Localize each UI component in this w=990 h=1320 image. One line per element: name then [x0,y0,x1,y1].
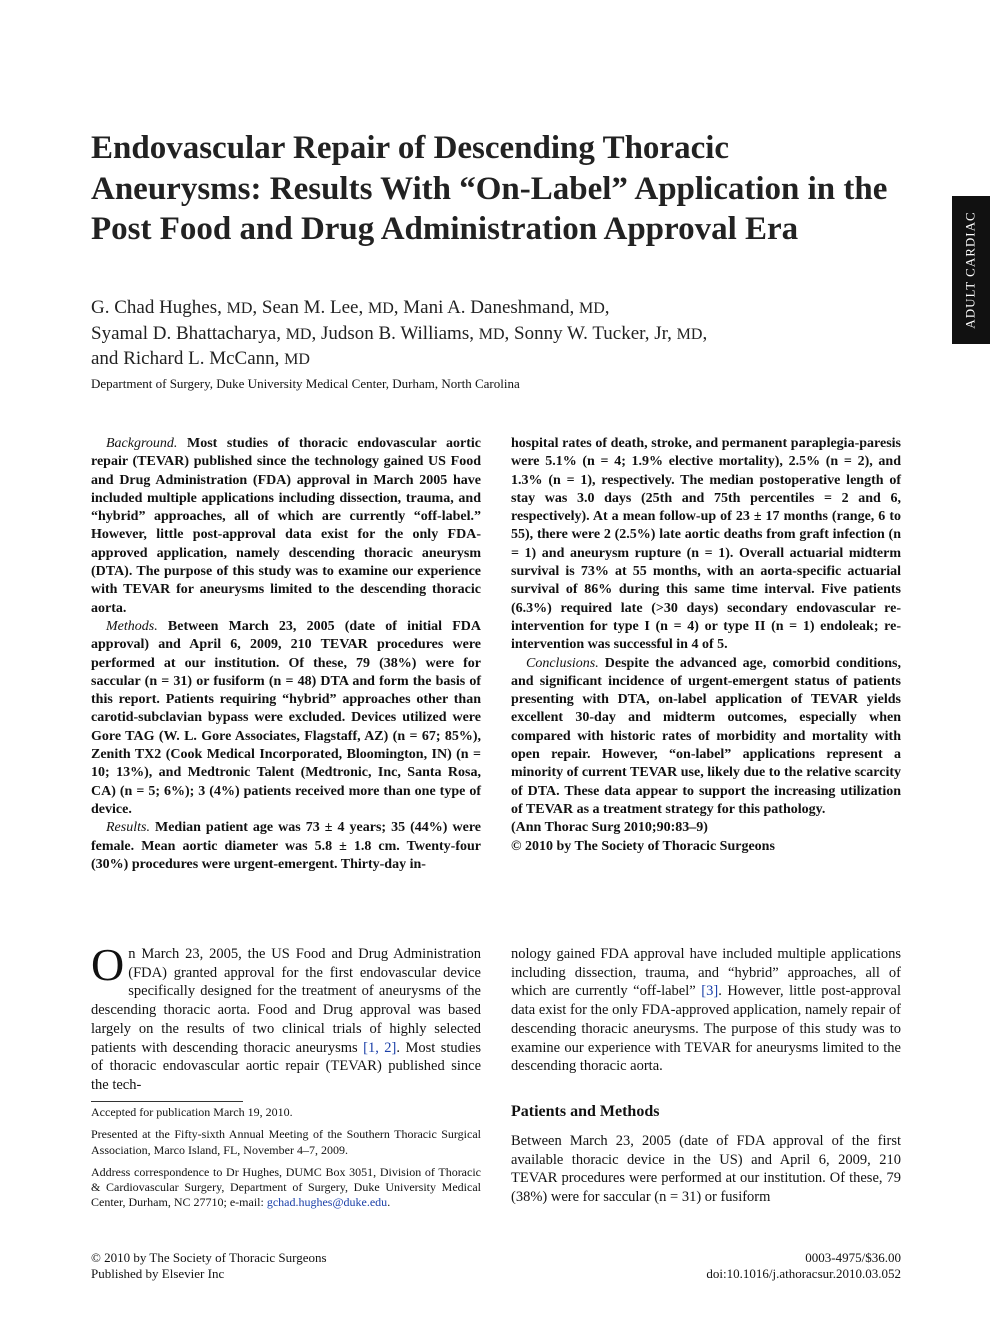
abstract-text: Median patient age was 73 ± 4 years; 35 (44%) were female. Mean aortic diameter was 5.8 ± 1.8 cm. Twenty-four (30%) procedures were urgent-emergent. Thirty-day in- [91,820,481,872]
footnote-address-text: Address correspondence to Dr Hughes, DUMC Box 3051, Division of Thoracic & Cardiovascular Surgery, Department of Surgery, Duke University Medical Center, Durham, NC 27710; e-mail: [91,1164,481,1210]
intro-text: . However, little post-approval data exist for the only FDA-approved application, namely repair of descending thoracic aneurysms. The purpose of this study was to examine our experience with TEVAR for aneurysms limited to the descending thoracic aorta. [511,983,902,1075]
footer-copyright: © 2010 by The Society of Thoracic Surgeons [91,1250,327,1265]
abstract-text: Most studies of thoracic endovascular aortic repair (TEVAR) published since the technology gained US Food and Drug Administration (FDA) approval in March 2005 have included multiple applications including dissection, trauma, and “hybrid” approaches, all of which are currently “off-label.” However, little post-approval data exist for the only FDA-approved application, namely descending thoracic aneurysm (DTA). The purpose of this study was to examine our experience with TEVAR for aneurysms limited to the descending thoracic aorta. [91,436,482,616]
abstract-copyright: © 2010 by The Society of Thoracic Surgeons [511,838,775,854]
body-left-column [91,939,481,1095]
author-name: Sonny W. Tucker, Jr [514,322,668,344]
section-tab [952,196,990,344]
author-name: Judson B. Williams [320,322,470,344]
intro-paragraph [91,939,481,1095]
abstract-results-continued: hospital rates of death, stroke, and permanent paraplegia-paresis were 5.1% (n = 4; 1.9% elective mortality), 2.5% (n = 2), and 1.3% (n = 1), respectively. The median postoperative length of stay was 3.0 days (25th and 75th percentiles = 2 and 6, respectively). At a mean follow-up of 23 ± 17 months (range, 6 to 55), there were 2 (2.5%) late aortic deaths from graft infection (n = 1) and aneurysm rupture (n = 1). Overall actuarial midterm survival is 73% at 55 months, with an aorta-specific actuarial survival of 86% during this same time interval. Five patients (6.3%) required late (>30 days) secondary endovascular re-intervention for type I (n = 4) or type II (n = 1) endoleak; re-intervention was successful in 4 of 5. [511,436,901,653]
author-line-1: G. Chad Hughes, MD, Sean M. Lee, MD, Mani A. Daneshmand, MD, [91,297,610,318]
intro-text: nology gained FDA approval have included multiple applications including dissection, trauma, and “hybrid” approaches, all of which are currently “off-label” [511,946,901,1000]
intro-text: . Most studies of thoracic endovascular aortic repair (TEVAR) published since the tech- [91,1039,481,1093]
page-footer-left [91,1250,491,1281]
footnote-accepted: Accepted for publication March 19, 2010. [91,1105,293,1119]
section-tab-label: ADULT CARDIAC [963,211,978,329]
author-name: Syamal D. Bhattacharya [91,322,277,344]
article-title: Endovascular Repair of Descending Thoracic Aneurysms: Results With “On-Label” Application in the Post Food and Drug Administration Approval Era [91,130,888,247]
body-right-column [511,945,901,1207]
intro-text: n March 23, 2005, the US Food and Drug Administration (FDA) granted approval for the first endovascular device specifically designed for the treatment of aneurysms of the descending thoracic aorta. Food and Drug approval was based largely on the results of two clinical trials of highly selected patients with descending thoracic aneurysms [91,946,481,1056]
footer-issn: 0003-4975/$36.00 [805,1250,901,1265]
author-name: Sean M. Lee [261,297,359,318]
abstract-conclusions [511,655,901,820]
author-name: G. Chad Hughes [91,297,218,318]
abstract-right-column [511,435,901,856]
abstract-label: Background. [106,436,178,451]
footnote-address-end: . [387,1195,391,1210]
footer-doi: doi:10.1016/j.athoracsur.2010.03.052 [706,1265,901,1281]
abstract-left-column [91,435,481,874]
intro-paragraph-continued [511,945,901,1076]
author-degree: MD [478,325,505,343]
page-footer-right [561,1250,901,1281]
author-name: Richard L. McCann [123,348,275,369]
methods-paragraph: Between March 23, 2005 (date of FDA approval of the first available thoracic device in the US) and April 6, 2009, 210 TEVAR procedures were performed at our institution. Of these, 79 (38%) were for saccular (n = 31) or fusiform [511,1132,901,1206]
author-line-3: and Richard L. McCann, MD [91,348,310,369]
email-link[interactable]: gchad.hughes@duke.edu [266,1195,388,1210]
section-heading: Patients and Methods [511,1102,660,1120]
footer-publisher: Published by Elsevier Inc [91,1265,225,1281]
author-degree: MD [285,325,312,343]
author-degree: MD [676,325,703,343]
abstract-label: Methods. [106,618,158,634]
journal-citation: (Ann Thorac Surg 2010;90:83–9) [511,820,708,836]
drop-cap: O [91,939,125,990]
author-line-2: Syamal D. Bhattacharya, MD, Judson B. Williams, MD, Sonny W. Tucker, Jr, MD, [91,322,708,344]
abstract-label: Conclusions. [526,655,599,671]
reference-link[interactable]: [1, 2] [363,1039,397,1056]
abstract-label: Results. [106,820,150,836]
abstract-methods [91,618,481,819]
reference-link[interactable]: [3] [701,983,719,1000]
author-degree: MD [579,300,605,317]
author-list [91,296,881,373]
footnote-divider [91,1101,243,1102]
abstract-background [91,435,481,618]
affiliation: Department of Surgery, Duke University Medical Center, Durham, North Carolina [91,376,520,391]
author-degree: MD [284,351,310,368]
abstract-text: Despite the advanced age, comorbid conditions, and significant incidence of urgent-emergent status of patients presenting with DTA, on-label application of TEVAR yields excellent 30-day and midterm outcomes, especially when compared with historic rates of morbidity and mortality with open repair. However, “on-label” applications represent a minority of current TEVAR use, likely due to the relative scarcity of DTA. These data appear to support the increasing utilization of TEVAR as a treatment strategy for this pathology. [511,655,902,817]
footnote-address [91,1165,481,1211]
author-name: Mani A. Daneshmand [403,297,570,318]
footnotes [91,1105,481,1218]
abstract-text: Between March 23, 2005 (date of initial FDA approval) and April 6, 2009, 210 TEVAR procedures were performed at our institution. Of these, 79 (38%) were for saccular (n = 31) or fusiform (n = 48) DTA and form the basis of this report. Patients requiring “hybrid” approaches other than carotid-subclavian bypass were excluded. Devices utilized were Gore TAG (W. L. Gore Associates, Flagstaff, AZ) (n = 67; 85%), Zenith TX2 (Cook Medical Incorporated, Bloomington, IN) (n = 10; 13%), and Medtronic Talent (Medtronic, Inc, Santa Rosa, CA) (n = 5; 6%); 3 (4%) patients received more than one type of device. [91,618,482,817]
abstract-results [91,819,481,874]
author-degree: MD [367,300,394,317]
author-degree: MD [226,300,253,317]
footnote-presented: Presented at the Fifty-sixth Annual Meeting of the Southern Thoracic Surgical Association, Marco Island, FL, November 4–7, 2009. [91,1127,481,1157]
